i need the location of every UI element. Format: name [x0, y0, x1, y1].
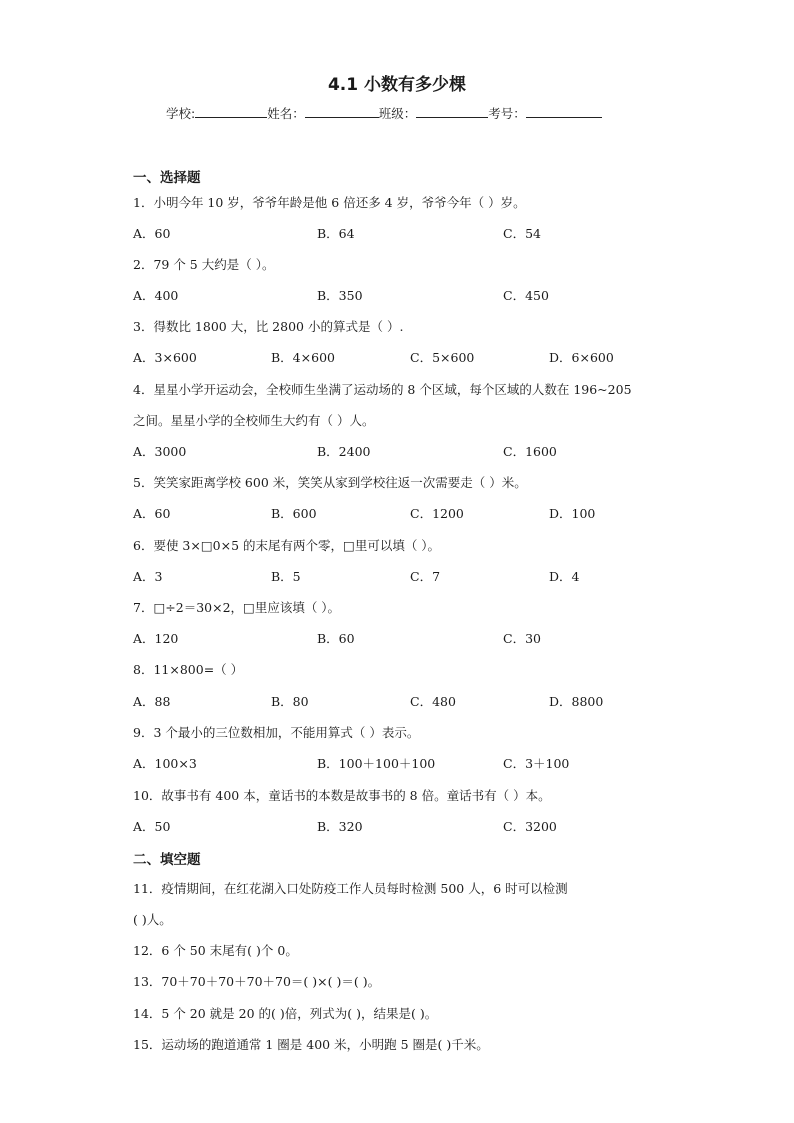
- option: C．450: [503, 288, 549, 303]
- option: A．60: [133, 226, 171, 241]
- question-stem: 8．11×800=（ ）: [133, 662, 244, 677]
- question-stem: 7．□÷2＝30×2，□里应该填（ ）。: [133, 600, 341, 615]
- page-title: 4.1 小数有多少棵: [327, 75, 467, 95]
- section-heading-choice: 一、选择题: [133, 170, 201, 186]
- option: B．5: [271, 569, 301, 584]
- question-stem: 1．小明今年 10 岁，爷爷年龄是他 6 倍还多 4 岁，爷爷今年（ ）岁。: [133, 195, 526, 210]
- option: B．80: [271, 694, 309, 709]
- question-stem: 3．得数比 1800 大，比 2800 小的算式是（ ）.: [133, 319, 404, 334]
- number-label: 考号：: [488, 106, 526, 121]
- fill-question-continued: ( )人。: [133, 912, 172, 927]
- option: A．400: [133, 288, 179, 303]
- question-stem: 6．要使 3×□0×5 的末尾有两个零，□里可以填（ ）。: [133, 538, 441, 553]
- option: C．7: [410, 569, 441, 584]
- option: C．54: [503, 226, 541, 241]
- fill-question: 15．运动场的跑道通常 1 圈是 400 米，小明跑 5 圈是( )千米。: [133, 1037, 489, 1052]
- option: A．88: [133, 694, 171, 709]
- question-stem-continued: 之间。星星小学的全校师生大约有（ ）人。: [133, 413, 375, 428]
- option: A．3×600: [133, 350, 197, 365]
- option: C．3＋100: [503, 756, 570, 771]
- option: B．2400: [317, 444, 371, 459]
- option: A．60: [133, 506, 171, 521]
- fill-question: 11．疫情期间，在红花湖入口处防疫工作人员每时检测 500 人，6 时可以检测: [133, 881, 568, 896]
- option: B．320: [317, 819, 363, 834]
- option: A．3000: [133, 444, 187, 459]
- option: B．350: [317, 288, 363, 303]
- option: D．4: [549, 569, 580, 584]
- question-stem: 9．3 个最小的三位数相加，不能用算式（ ）表示。: [133, 725, 420, 740]
- fill-question: 13．70＋70＋70＋70＋70＝( )×( )＝( )。: [133, 974, 381, 989]
- question-stem: 5．笑笑家距离学校 600 米，笑笑从家到学校往返一次需要走（ ）米。: [133, 475, 527, 490]
- option: B．600: [271, 506, 317, 521]
- fill-question: 12．6 个 50 末尾有( )个 0。: [133, 943, 298, 958]
- school-label: 学校:: [166, 106, 196, 121]
- option: D．8800: [549, 694, 604, 709]
- class-label: 班级：: [378, 106, 417, 121]
- option: D．100: [549, 506, 596, 521]
- option: A．120: [133, 631, 179, 646]
- student-info-row: [166, 104, 602, 122]
- option: C．3200: [503, 819, 557, 834]
- fill-question: 14．5 个 20 就是 20 的( )倍，列式为( )，结果是( )。: [133, 1006, 438, 1021]
- name-blank: [305, 105, 379, 118]
- option: C．5×600: [410, 350, 475, 365]
- option: A．3: [133, 569, 163, 584]
- option: A．100×3: [133, 756, 197, 771]
- option: A．50: [133, 819, 171, 834]
- option: C．480: [410, 694, 456, 709]
- option: D．6×600: [549, 350, 614, 365]
- option: C．30: [503, 631, 541, 646]
- number-blank: [526, 105, 602, 118]
- name-label: 姓名：: [267, 106, 305, 121]
- section-heading-fill: 二、填空题: [133, 852, 201, 868]
- school-blank: [195, 105, 267, 118]
- option: B．100＋100＋100: [317, 756, 436, 771]
- option: C．1200: [410, 506, 464, 521]
- option: B．60: [317, 631, 355, 646]
- question-stem: 4．星星小学开运动会，全校师生坐满了运动场的 8 个区域，每个区域的人数在 196~205: [133, 382, 632, 397]
- class-blank: [416, 105, 488, 118]
- question-stem: 2．79 个 5 大约是（ ）。: [133, 257, 275, 272]
- option: B．64: [317, 226, 355, 241]
- option: B．4×600: [271, 350, 335, 365]
- option: C．1600: [503, 444, 557, 459]
- question-stem: 10．故事书有 400 本，童话书的本数是故事书的 8 倍。童话书有（ ）本。: [133, 788, 551, 803]
